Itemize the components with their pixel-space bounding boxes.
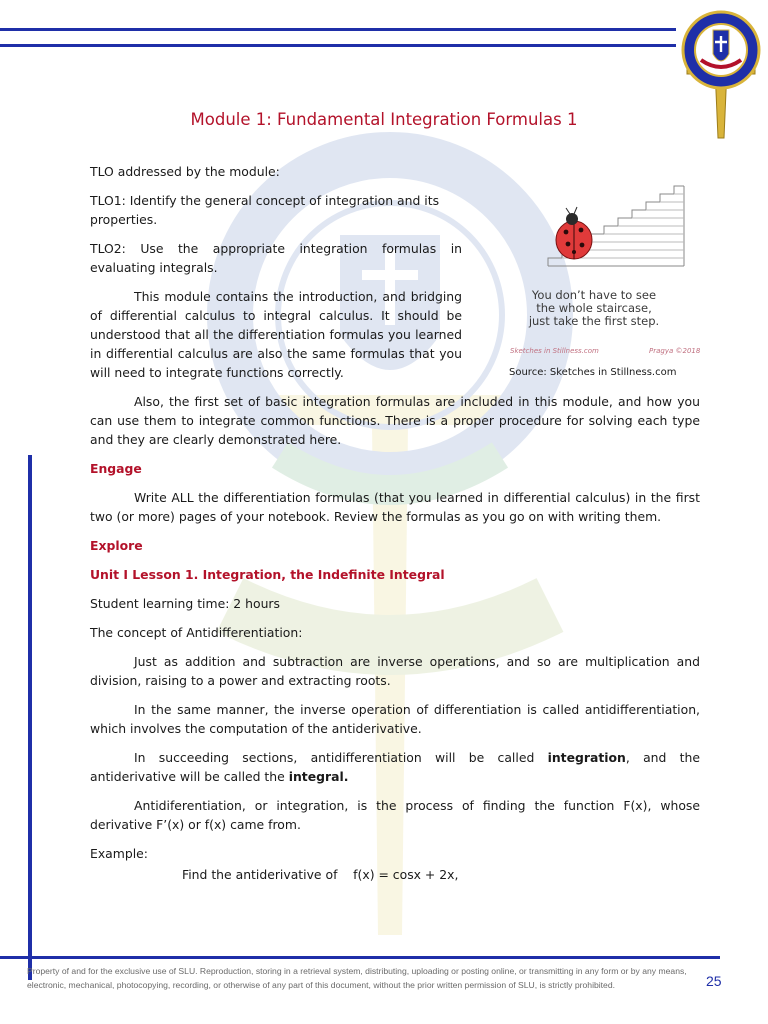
explore-heading: Explore [90, 538, 143, 553]
formulas-intro-paragraph: Also, the first set of basic integration formulas are included in this module, and how you can use them to integrate common functions. There is a proper procedure for solving each type and they are clearly demonstrated here. [90, 394, 700, 447]
inverse-operations-paragraph: Just as addition and subtraction are inverse operations, and so are multiplication and division, raising to a power and extracting roots. [90, 654, 700, 688]
illustration-artist-signature: Pragya ©2018 [649, 347, 701, 355]
example-label: Example: [90, 846, 148, 861]
tlo1-text: TLO1: Identify the general concept of integration and its properties. [90, 193, 440, 227]
text-span: In succeeding sections, antidifferentiation will be called [134, 750, 548, 765]
quote-line: just take the first step. [528, 314, 660, 328]
integration-definition-paragraph [90, 748, 700, 786]
header-rule-top [0, 28, 676, 31]
example-text: Find the antiderivative of f(x) = cosx + 2x, [182, 867, 459, 882]
page-number: 25 [706, 973, 722, 989]
quote-line: You don’t have to see [531, 288, 657, 302]
concept-label: The concept of Antidifferentiation: [90, 625, 303, 640]
engage-heading: Engage [90, 461, 142, 476]
integration-term: integration [547, 750, 626, 765]
main-content [90, 162, 700, 884]
engage-paragraph: Write ALL the differentiation formulas (that you learned in differential calculus) in the first two (or more) pages of your notebook. Review the formulas as you go on with writing them. [90, 490, 700, 524]
lesson-heading: Unit I Lesson 1. Integration, the Indefinite Integral [90, 567, 445, 582]
module-title: Module 1: Fundamental Integration Formulas 1 [190, 110, 578, 129]
quote-line: the whole staircase, [536, 301, 652, 315]
illustration-site-credit: Sketches in Stillness.com [510, 347, 599, 355]
text-span: , and the antiderivative will be called the [90, 750, 700, 784]
learning-time: Student learning time: 2 hours [90, 596, 280, 611]
tlo-section [90, 162, 462, 382]
header-rule-bottom [0, 44, 676, 47]
module-intro-paragraph: This module contains the introduction, and bridging of differential calculus to integral calculus. It should be understood that all the differentiation formulas you learned in differential calculus are also the same formulas that you will need to integrate functions correctly. [90, 289, 462, 380]
left-margin-rule [28, 455, 32, 980]
figure-caption: Source: Sketches in Stillness.com [509, 367, 677, 378]
footer-rule [0, 956, 720, 959]
process-paragraph: Antidiferentiation, or integration, is the process of finding the function F(x), whose derivative F’(x) or f(x) came from. [90, 798, 700, 832]
antidifferentiation-paragraph: In the same manner, the inverse operation of differentiation is called antidifferentiation, which involves the computation of the antiderivative. [90, 702, 700, 736]
footer-copyright-notice: Property of and for the exclusive use of SLU. Reproduction, storing in a retrieval system, distributing, uploading or posting online, or transmitting in any form or by any means, electronic, mechanical, photocopying, recording, or otherwise of any part of this document, without the prior written permission of SLU, is strictly prohibited. [27, 966, 687, 990]
integral-term: integral. [288, 769, 349, 784]
tlo-intro: TLO addressed by the module: [90, 164, 280, 179]
tlo2-text: TLO2: Use the appropriate integration formulas in evaluating integrals. [90, 241, 462, 275]
